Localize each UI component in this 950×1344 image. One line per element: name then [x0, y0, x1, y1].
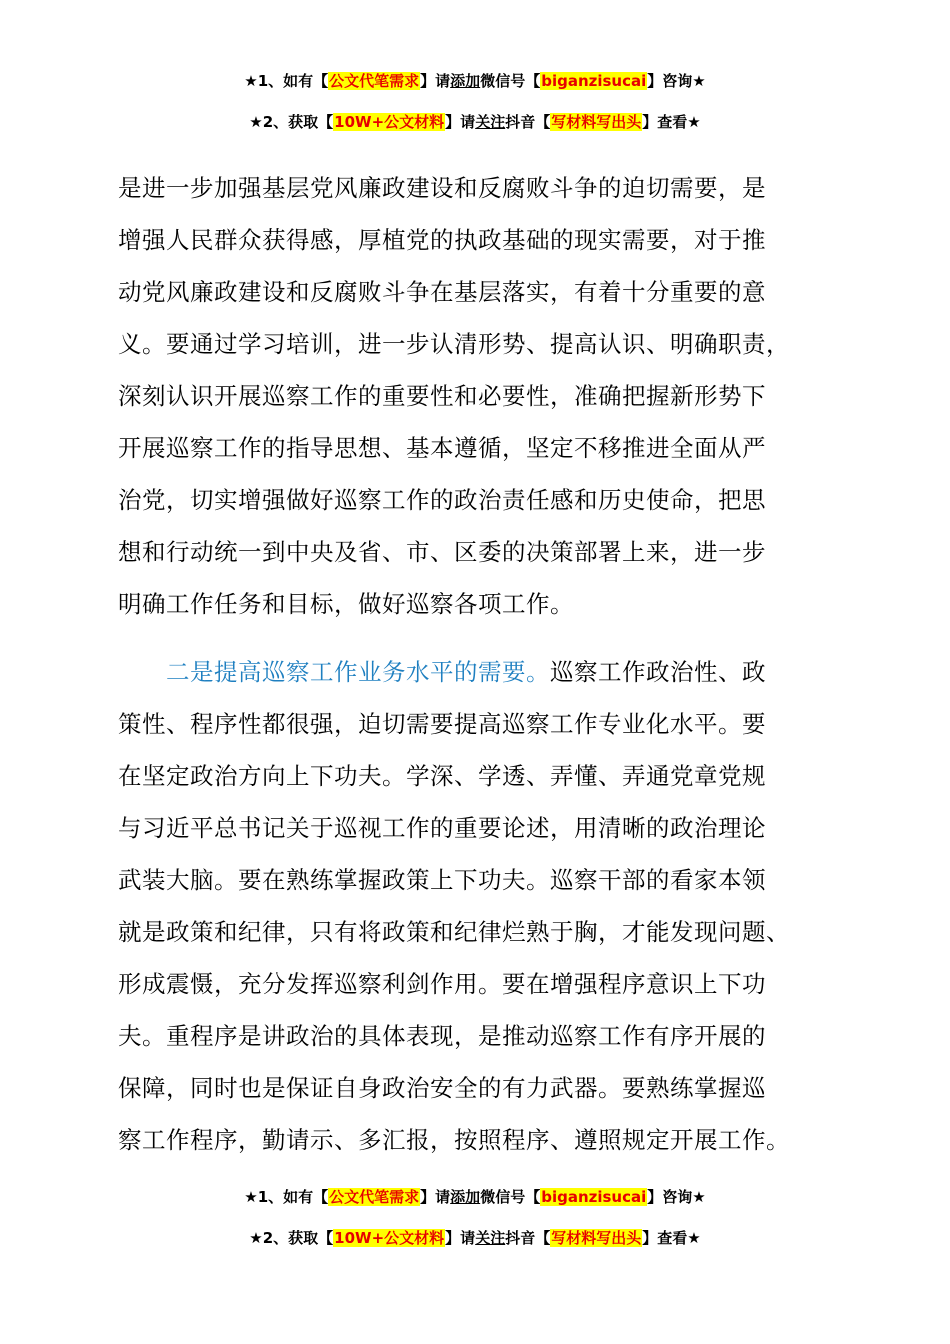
- banner-text: 】请: [445, 1229, 476, 1247]
- banner-text: 】查看: [642, 113, 688, 131]
- paragraph-line: 增强人民群众获得感，厚植党的执政基础的现实需要，对于推: [118, 226, 766, 254]
- banner-text: 】咨询: [647, 72, 693, 90]
- banner-text: 1、如有【: [257, 1188, 329, 1206]
- paragraph-line: 察工作程序，勤请示、多汇报，按照程序、遵照规定开展工作。: [118, 1126, 790, 1154]
- star-icon: ★: [687, 1229, 701, 1247]
- banner-emphasis: 添加: [450, 72, 481, 90]
- star-icon: ★: [687, 113, 701, 131]
- paragraph-line: 治党，切实增强做好巡察工作的政治责任感和历史使命，把思: [118, 486, 766, 514]
- paragraph-line: 武装大脑。要在熟练掌握政策上下功夫。巡察干部的看家本领: [118, 866, 766, 894]
- star-icon: ★: [692, 72, 706, 90]
- paragraph-line: 开展巡察工作的指导思想、基本遵循，坚定不移推进全面从严: [118, 434, 766, 462]
- banner-text: 抖音【: [505, 1229, 551, 1247]
- paragraph-line: 形成震慑，充分发挥巡察利剑作用。要在增强程序意识上下功: [118, 970, 766, 998]
- highlight-douyin-id: 写材料写出头: [551, 1229, 642, 1247]
- highlight-materials: 10W+公文材料: [334, 113, 445, 131]
- banner-text: 1、如有【: [257, 72, 329, 90]
- highlight-douyin-id: 写材料写出头: [551, 113, 642, 131]
- paragraph-1: [118, 162, 858, 630]
- paragraph-line: 深刻认识开展巡察工作的重要性和必要性，准确把握新形势下: [118, 382, 766, 410]
- highlight-wechat-id: biganzisucai: [541, 72, 647, 90]
- banner-text: 抖音【: [505, 113, 551, 131]
- section-heading: 二是提高巡察工作业务水平的需要。: [166, 658, 550, 686]
- star-icon: ★: [244, 1188, 258, 1206]
- banner-text: 2、获取【: [262, 113, 334, 131]
- paragraph-2: [118, 646, 858, 1166]
- banner-text: 2、获取【: [262, 1229, 334, 1247]
- paragraph-line: 动党风廉政建设和反腐败斗争在基层落实，有着十分重要的意: [118, 278, 766, 306]
- paragraph-line: 明确工作任务和目标，做好巡察各项工作。: [118, 590, 574, 618]
- paragraph-line: 就是政策和纪律，只有将政策和纪律烂熟于胸，才能发现问题、: [118, 918, 790, 946]
- highlight-materials: 10W+公文材料: [334, 1229, 445, 1247]
- banner-emphasis: 关注: [475, 113, 506, 131]
- promo-banner-top-line-2: [0, 111, 950, 133]
- highlight-service: 公文代笔需求: [329, 72, 420, 90]
- paragraph-line: 义。要通过学习培训，进一步认清形势、提高认识、明确职责，: [118, 330, 790, 358]
- paragraph-line: 与习近平总书记关于巡视工作的重要论述，用清晰的政治理论: [118, 814, 766, 842]
- star-icon: ★: [249, 1229, 263, 1247]
- banner-text: 】请: [420, 1188, 451, 1206]
- paragraph-line: 策性、程序性都很强，迫切需要提高巡察工作专业化水平。要: [118, 710, 766, 738]
- banner-text: 】查看: [642, 1229, 688, 1247]
- highlight-wechat-id: biganzisucai: [541, 1188, 647, 1206]
- banner-text: 】请: [445, 113, 476, 131]
- banner-text: 】请: [420, 72, 451, 90]
- promo-banner-top-line-1: [0, 70, 950, 92]
- highlight-service: 公文代笔需求: [329, 1188, 420, 1206]
- banner-text: 】咨询: [647, 1188, 693, 1206]
- paragraph-text: 巡察工作政治性、政: [550, 658, 766, 686]
- paragraph-line: 夫。重程序是讲政治的具体表现，是推动巡察工作有序开展的: [118, 1022, 766, 1050]
- promo-banner-bottom-line-1: [0, 1186, 950, 1208]
- banner-emphasis: 关注: [475, 1229, 506, 1247]
- banner-emphasis: 添加: [450, 1188, 481, 1206]
- paragraph-first-line: [118, 646, 858, 698]
- banner-text: 微信号【: [480, 72, 541, 90]
- paragraph-line: 是进一步加强基层党风廉政建设和反腐败斗争的迫切需要，是: [118, 174, 766, 202]
- star-icon: ★: [249, 113, 263, 131]
- star-icon: ★: [244, 72, 258, 90]
- paragraph-line: 保障，同时也是保证自身政治安全的有力武器。要熟练掌握巡: [118, 1074, 766, 1102]
- banner-text: 微信号【: [480, 1188, 541, 1206]
- paragraph-line: 在坚定政治方向上下功夫。学深、学透、弄懂、弄通党章党规: [118, 762, 766, 790]
- paragraph-line: 想和行动统一到中央及省、市、区委的决策部署上来，进一步: [118, 538, 766, 566]
- star-icon: ★: [692, 1188, 706, 1206]
- promo-banner-bottom-line-2: [0, 1227, 950, 1249]
